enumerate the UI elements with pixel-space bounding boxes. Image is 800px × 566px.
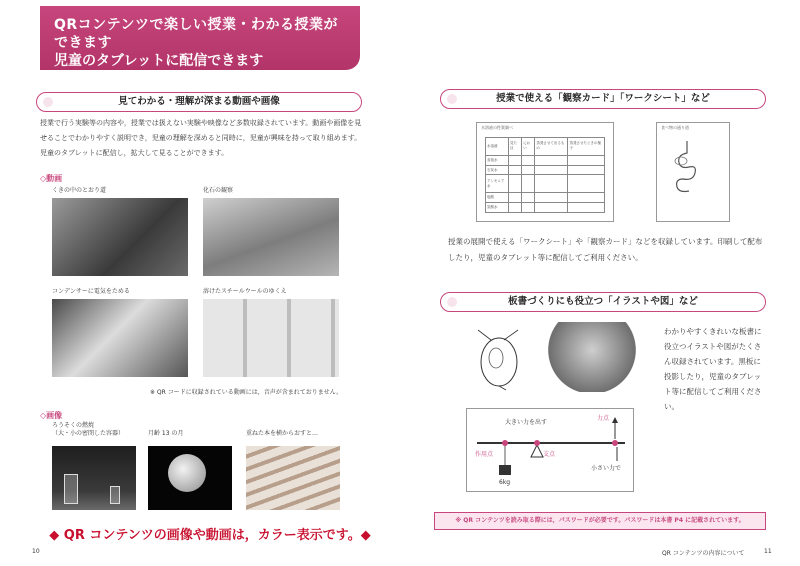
large-jar-shape bbox=[64, 474, 78, 504]
image-caption-2: 月齢 13 の月 bbox=[148, 430, 184, 437]
video-caption-2: 化石の観察 bbox=[203, 187, 234, 194]
video-heading: ◇動画 bbox=[40, 174, 63, 183]
page-number-left: 10 bbox=[32, 548, 40, 555]
rock-illustration bbox=[540, 322, 644, 392]
lever-label-fulcrum: 支点 bbox=[543, 451, 556, 458]
daphnia-icon bbox=[466, 322, 532, 392]
video-fossil-photo bbox=[203, 198, 339, 276]
worksheet-card bbox=[476, 122, 614, 222]
grid-header: におい bbox=[522, 138, 535, 156]
worksheet-grid bbox=[485, 137, 605, 213]
image-caption-3: 重ねた本を横からおすと… bbox=[246, 430, 319, 437]
candle-photo bbox=[52, 446, 136, 510]
video-stem-photo bbox=[52, 198, 188, 276]
section-title-videos: 見てわかる・理解が深まる動画や画像 bbox=[36, 92, 362, 112]
color-display-note: ◆ QR コンテンツの画像や動画は，カラー表示です。◆ bbox=[49, 528, 371, 543]
video-steelwool-photo bbox=[203, 299, 339, 377]
lever-label-big-force: 大きい力を出す bbox=[505, 419, 548, 426]
section-title-illustrations: 板書づくりにも役立つ「イラストや図」など bbox=[440, 292, 766, 312]
section-title-worksheets: 授業で使える「観察カード」「ワークシート」など bbox=[440, 89, 766, 109]
video-caption-1: くきの中のとおり道 bbox=[52, 187, 107, 194]
grid-row-label: 石灰水 bbox=[486, 165, 509, 175]
title-banner bbox=[40, 6, 360, 70]
image-heading: ◇画像 bbox=[40, 411, 63, 420]
worksheet-description: 授業の展開で使える「ワークシート」や「観察カード」などを収録しています。印刷して配布したり，児童のタブレット等に配信してご利用ください。 bbox=[448, 237, 763, 262]
lever-label-small-force: 小さい力で bbox=[591, 465, 622, 472]
moon-shape bbox=[168, 454, 206, 492]
folded-books-photo bbox=[246, 446, 340, 510]
observation-card bbox=[656, 122, 730, 222]
lever-label-weight: 6kg bbox=[499, 479, 511, 486]
grid-header: 見た目 bbox=[509, 138, 522, 156]
lever-label-effort: 力点 bbox=[597, 415, 610, 422]
image-caption-1: ろうそくの燃焼 （大・小の密閉した容器） bbox=[52, 422, 125, 437]
grid-row-label: アンモニア水 bbox=[486, 175, 509, 193]
worksheet-title: 水溶液の性質調べ bbox=[481, 125, 513, 130]
grid-header: 蒸発させたときの様子 bbox=[568, 138, 605, 156]
password-note: ※ QR コンテンツを読み取る際には，パスワードが必要です。パスワードは本書 P4 に記載されています。 bbox=[434, 512, 766, 530]
digestive-diagram-icon bbox=[667, 137, 707, 197]
grid-header: 水溶液 bbox=[486, 138, 509, 156]
grid-row-label: 塩酸 bbox=[486, 193, 509, 203]
moon-photo bbox=[148, 446, 232, 510]
lever-label-load: 作用点 bbox=[475, 451, 494, 458]
small-jar-shape bbox=[110, 486, 120, 504]
grid-row-label: 炭酸水 bbox=[486, 203, 509, 213]
banner-line2: 児童のタブレットに配信できます bbox=[54, 53, 264, 69]
video-capacitor-photo bbox=[52, 299, 188, 377]
lever-diagram bbox=[466, 408, 634, 492]
grid-row-label: 食塩水 bbox=[486, 155, 509, 165]
footer-title: QR コンテンツの内容について bbox=[662, 550, 745, 557]
observation-card-title: 食べ物の通り道 bbox=[661, 125, 689, 130]
page-number-right: 11 bbox=[764, 548, 772, 555]
video-caption-3: コンデンサーに電気をためる bbox=[52, 288, 130, 295]
right-page bbox=[400, 0, 800, 566]
illustration-description: わかりやすくきれいな板書に役立つイラストや図がたくさん収録されています。黒板に投影したり，児童のタブレット等に配信してご利用ください。 bbox=[664, 327, 762, 411]
intro-paragraph: 授業で行う実験等の内容や，授業では扱えない実験や映像など多数収録されています。動画や画像を見せることでわかりやすく説明でき，児童の理解を深めると同時に，児童が興味を持って取り組めます。児童のタブレットに配信し，拡大して見ることができます。 bbox=[40, 119, 362, 157]
daphnia-illustration bbox=[466, 322, 532, 392]
video-caption-4: 溶けたスチールウールのゆくえ bbox=[203, 288, 287, 295]
video-audio-note: ※ QR コードに収録されている動画には，音声が含まれておりません。 bbox=[150, 389, 343, 396]
banner-line1: QRコンテンツで楽しい授業・わかる授業ができます bbox=[54, 17, 338, 51]
grid-header: 蒸発させて出るもの bbox=[535, 138, 568, 156]
